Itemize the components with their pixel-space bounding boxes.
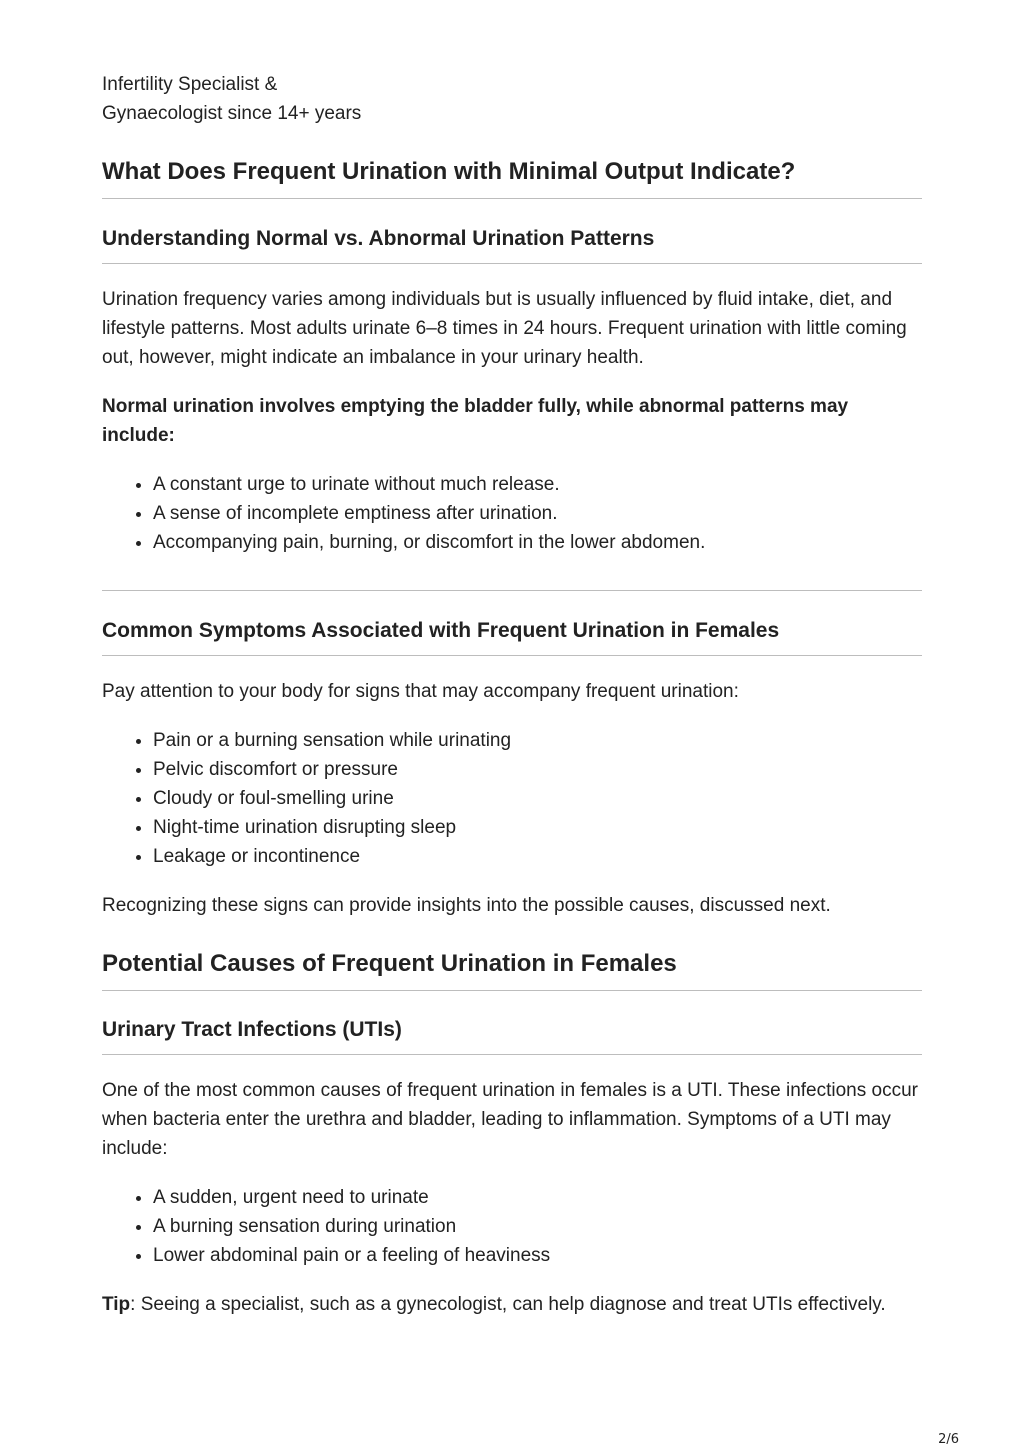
list-item: • Night-time urination disrupting sleep (153, 813, 922, 842)
subheading-common-symptoms: Common Symptoms Associated with Frequent Urination in Females (102, 616, 922, 656)
bold-intro-abnormal-patterns: Normal urination involves emptying the bladder fully, while abnormal patterns may include: (102, 396, 849, 446)
list-abnormal-patterns (102, 470, 922, 557)
list-item: • Pelvic discomfort or pressure (153, 755, 922, 784)
paragraph-uti: One of the most common causes of frequent urination in females is a UTI. These infections occur when bacteria enter the urethra and bladder, leading to inflammation. Symptoms of a UTI may include: (102, 1080, 918, 1159)
paragraph-tip (102, 1290, 922, 1319)
section-heading-frequent-urination: What Does Frequent Urination with Minimal Output Indicate? (102, 156, 922, 199)
paragraph-symptoms-intro: Pay attention to your body for signs that may accompany frequent urination: (102, 681, 739, 702)
list-item: • A sudden, urgent need to urinate (153, 1183, 922, 1212)
subheading-utis: Urinary Tract Infections (UTIs) (102, 1015, 922, 1055)
section-heading-potential-causes: Potential Causes of Frequent Urination in Females (102, 948, 922, 991)
list-item: • A burning sensation during urination (153, 1212, 922, 1241)
author-byline: Infertility Specialist & Gynaecologist since 14+ years (102, 74, 362, 124)
page-number: 2/6 (938, 1432, 959, 1447)
paragraph-symptoms-outro: Recognizing these signs can provide insights into the possible causes, discussed next. (102, 895, 831, 916)
list-item: • A sense of incomplete emptiness after urination. (153, 499, 922, 528)
list-item: • Pain or a burning sensation while urinating (153, 726, 922, 755)
subheading-normal-vs-abnormal: Understanding Normal vs. Abnormal Urination Patterns (102, 224, 922, 264)
paragraph-urination-frequency: Urination frequency varies among individuals but is usually influenced by fluid intake, diet, and lifestyle patterns. Most adults urinate 6–8 times in 24 hours. Frequent urination with little coming out, however, might indicate an imbalance in your urinary health. (102, 289, 907, 368)
tip-label: Tip (102, 1294, 131, 1315)
list-symptoms (102, 726, 922, 871)
list-item: • A constant urge to urinate without much release. (153, 470, 922, 499)
list-item: • Leakage or incontinence (153, 842, 922, 871)
list-uti-symptoms (102, 1183, 922, 1270)
article-page (102, 70, 922, 1319)
list-item: • Lower abdominal pain or a feeling of heaviness (153, 1241, 922, 1270)
list-item: • Accompanying pain, burning, or discomfort in the lower abdomen. (153, 528, 922, 557)
tip-text: : Seeing a specialist, such as a gynecologist, can help diagnose and treat UTIs effectively. (130, 1294, 886, 1315)
list-item: • Cloudy or foul-smelling urine (153, 784, 922, 813)
